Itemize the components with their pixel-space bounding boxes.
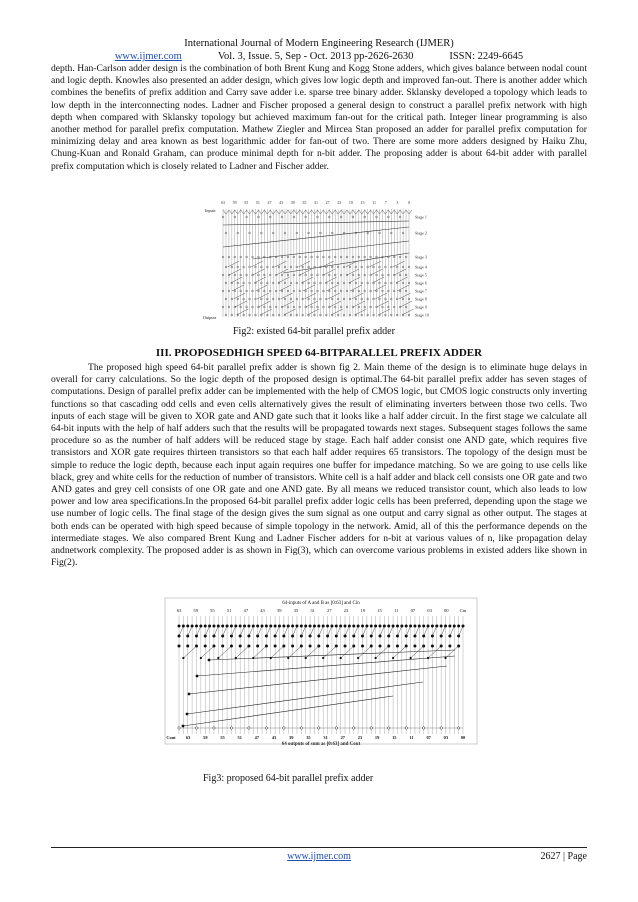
fig3-white-cell	[265, 727, 267, 729]
fig3-top-number: 27	[327, 608, 332, 613]
fig3-black-cell	[335, 635, 338, 638]
fig3-black-cell	[413, 645, 416, 648]
fig3-link	[284, 626, 288, 636]
fig2-stage-label: Stage 2	[415, 230, 427, 236]
fig3-black-cell	[274, 625, 277, 628]
fig3-black-cell	[330, 625, 333, 628]
fig3-link	[301, 626, 305, 636]
fig3-black-cell	[247, 635, 250, 638]
fig3-carry-line	[189, 666, 447, 694]
fig3-top-number: 59	[193, 608, 199, 613]
fig3-black-cell	[204, 645, 207, 648]
fig3-top-number: 43	[260, 608, 265, 613]
fig3-link	[319, 626, 323, 636]
fig3-white-cell	[213, 727, 215, 729]
fig3-prefix-line	[218, 646, 231, 658]
fig3-black-cell	[287, 625, 290, 628]
fig3-link	[188, 626, 192, 636]
fig2-top-number: 47	[267, 200, 272, 205]
fig3-black-cell	[317, 635, 320, 638]
fig2-top-number: 55	[244, 200, 249, 205]
fig3-black-cell	[339, 625, 342, 628]
fig3-black-cell	[309, 645, 312, 648]
fig3-grey-cell	[357, 657, 359, 659]
fig3-black-cell	[300, 625, 303, 628]
fig3-black-cell	[178, 625, 181, 628]
fig3-white-cell	[300, 727, 302, 729]
fig2-top-number: 7	[384, 200, 387, 205]
fig2-top-number: 23	[337, 200, 342, 205]
fig3-prefix-line	[271, 646, 284, 658]
fig3-link	[441, 626, 445, 636]
fig3-black-cell	[256, 635, 259, 638]
fig3-grey-cell	[287, 657, 289, 659]
fig3-link	[293, 626, 297, 636]
fig3-bottom-number: 59	[203, 735, 208, 740]
fig3-link	[424, 626, 428, 636]
header-meta	[0, 51, 638, 63]
fig3-black-cell	[326, 635, 329, 638]
fig3-black-cell	[186, 713, 189, 716]
fig3-white-cell	[230, 727, 232, 729]
fig2-top-number: 27	[325, 200, 330, 205]
fig3-black-cell	[199, 625, 202, 628]
fig3-black-cell	[326, 625, 329, 628]
fig3-prefix-line	[253, 646, 266, 658]
fig2-top-number: 31	[314, 200, 318, 205]
fig3-link	[223, 626, 227, 636]
fig3-black-cell	[309, 625, 312, 628]
fig3-grey-cell	[427, 657, 429, 659]
fig3-black-cell	[182, 625, 185, 628]
fig3-black-cell	[378, 645, 381, 648]
section-title: III. PROPOSEDHIGH SPEED 64-BITPARALLEL PREFIX ADDER	[155, 347, 483, 359]
fig3-grey-cell	[200, 657, 202, 659]
fig3-white-cell	[440, 727, 442, 729]
fig2-top-number: 63	[221, 200, 225, 205]
fig2-top-number: 59	[232, 200, 237, 205]
fig3-white-cell	[370, 727, 372, 729]
fig3-black-cell	[195, 625, 198, 628]
fig2-diagram	[201, 197, 439, 325]
fig3-bottom-number: 31	[323, 735, 328, 740]
fig3-black-cell	[370, 625, 373, 628]
fig3-prefix-line	[341, 646, 354, 658]
fig3-black-cell	[313, 625, 316, 628]
fig3-black-cell	[239, 645, 242, 648]
fig3-grey-cell	[252, 657, 254, 659]
fig2-stage-label: Stage 4	[415, 264, 427, 270]
fig3-link	[450, 626, 454, 636]
paragraph-proposed: The proposed high speed 64-bit parallel prefix adder is shown fig 2. Main theme of the design is to eliminate huge delays in overall for carry calculations. So the logic depth of the proposed design is optimal.The 64-bit parallel prefix adder has seven stages of computations. Design of parallel prefix adder can be implemented with the help of CMOS logic, but CMOS logic constructs only inverting functions so that cascading odd cells and even cells alternatively gives the result of eliminating inverters between those two cells. Two inputs of each stage will be given to XOR gate and AND gate such that it looks like a half adder circuit. In the first stage we calculate all 64-bit inputs with the help of half adders such that the results will be propagated towards next stages. Subsequent stages follows the same procedure so as the number of half adders will be reduced stage by stage. Each half adder consist one AND gate, which requires five transistors and XOR gate requires thirteen transistors so that each half adder requires 65 transistors. The topology of the design must be simple to reduce the logic depth, because each input again requires one buffer for impedance matching. So we are going to use cells like black, grey and white cells for the reduction of number of transistors. White cell is a half adder and black cell consists one OR gate and two AND gates and grey cell consists of one OR gate and one AND gate. By all means we reduced transistor count, which also leads to low power and low area specifications.In the proposed 64-bit parallel prefix adder logic cells has been preferred, depending upon the stage we use number of logic cells. The final stage of the design gives the sum signal as one output and carry signal as other output. The stages at both ends can be operated with high speed because of simple topology in the network. Amid, all of this the performance depends on the intermediate stages. We also compared Brent Kung and Ladner Fischer adders for n-bit at various values of n, like propagation delay andnetwork complexity. The proposed adder is as shown in Fig(3), which can overcome various problems in existed adders like shown in Fig(2).	[51, 362, 587, 569]
fig3-top-number: 15	[377, 608, 382, 613]
fig3-black-cell	[396, 625, 399, 628]
fig2-carry-line	[223, 221, 409, 225]
fig3-prefix-line	[201, 646, 214, 658]
fig3-black-cell	[413, 625, 416, 628]
fig3-black-cell	[361, 625, 364, 628]
fig2-outputs-label: Outputs	[203, 315, 217, 320]
fig3-black-cell	[274, 645, 277, 648]
fig3-link	[258, 626, 262, 636]
fig3-link	[196, 626, 200, 636]
fig3-top-number: 63	[176, 608, 182, 613]
fig3-link	[345, 626, 349, 636]
fig3-black-cell	[204, 625, 207, 628]
fig2-stage-label: Stage 3	[415, 254, 427, 260]
fig3-bottom-number: 55	[220, 735, 225, 740]
fig3-black-cell	[265, 625, 268, 628]
fig3-black-cell	[212, 635, 215, 638]
fig3-white-cell	[457, 727, 459, 729]
fig3-black-cell	[196, 675, 199, 678]
fig3-black-cell	[344, 645, 347, 648]
fig3-prefix-line	[306, 646, 319, 658]
fig3-black-cell	[239, 635, 242, 638]
fig2-stage-label: Stage 8	[415, 296, 427, 302]
fig3-bottom-number: 51	[237, 735, 242, 740]
fig3-white-cell	[248, 727, 250, 729]
fig3-bottom-number: 00	[460, 735, 466, 740]
fig3-bottom-number: 43	[271, 735, 277, 740]
fig3-black-cell	[247, 625, 250, 628]
fig2-stage-label: Stage 1	[415, 214, 427, 220]
fig3-grey-cell	[375, 657, 377, 659]
fig3-black-cell	[221, 645, 224, 648]
fig3-black-cell	[256, 645, 259, 648]
fig3-bottom-number: 15	[392, 735, 397, 740]
fig2-top-number: 35	[302, 200, 307, 205]
fig3-black-cell	[322, 625, 325, 628]
fig3-black-cell	[378, 625, 381, 628]
fig3-prefix-line	[428, 646, 441, 658]
fig3-link	[459, 626, 463, 636]
fig3-prefix-line	[376, 646, 389, 658]
fig2-stage-label: Stage 10	[415, 312, 429, 318]
fig2-top-number: 11	[372, 200, 377, 205]
header-url-link[interactable]: www.ijmer.com	[114, 51, 182, 62]
fig3-top-number: 35	[293, 608, 299, 613]
footer-rule	[51, 847, 587, 848]
fig2-inputs-label: Inputs	[205, 208, 216, 213]
fig3-black-cell	[239, 625, 242, 628]
fig3-white-cell	[318, 727, 320, 729]
fig3-white-cell	[283, 727, 285, 729]
fig3-grey-cell	[444, 657, 446, 659]
fig3-white-cell	[405, 727, 407, 729]
fig3-black-cell	[291, 645, 294, 648]
fig3-link	[205, 626, 209, 636]
fig3-prefix-line	[358, 646, 371, 658]
fig3-bottom-number: Cout	[166, 735, 176, 740]
fig2-stage-label: Stage 9	[415, 304, 427, 310]
paragraph-intro: depth. Han-Carlson adder design is the combination of both Brent Kung and Kogg Stone adders, which gives balance between nodal count and logic depth. Knowles also presented an adder design, which gives low logic depth and improved fan-out. There is another adder which combines the benefits of prefix addition and Carry save adder i.e. sparse tree binary adder. Sklansky developed a topology which leads to low depth in the interconnecting nodes. Ladner and Fischer proposed a general design to construct a parallel prefix network with high depth when compared with Sklansky topology but achieved maximum fan-out for the critical path. Integer linear programming is also another method for parallel prefix computation. Mathew Ziegler and Mircea Stan proposed an adder for parallel prefix computation for minimizing delay and area known as best logarithmic adder for fan-out of two. There are some more adders designed by Haiku Zhu, Chung-Kuan and Ronald Graham, can produce minimal depth for n-bit adder. The proposing adder is about 64-bit adder with parallel prefix computation which is closely related to Ladner and Fischer adder.	[51, 63, 587, 172]
fig3-link	[406, 626, 410, 636]
fig3-bottom-number: 11	[409, 735, 414, 740]
fig3-black-cell	[387, 625, 390, 628]
fig3-black-cell	[186, 625, 189, 628]
fig3-black-cell	[344, 625, 347, 628]
fig3-link	[275, 626, 279, 636]
fig3-black-cell	[309, 635, 312, 638]
fig3-grey-cell	[322, 657, 324, 659]
fig3-bottom-number: 63	[185, 735, 191, 740]
fig2-stage-label: Stage 6	[415, 280, 427, 286]
fig3-link	[214, 626, 218, 636]
fig3-bottom-number: 23	[357, 735, 363, 740]
fig3-white-cell	[388, 727, 390, 729]
fig3-black-cell	[326, 645, 329, 648]
fig3-link	[363, 626, 367, 636]
fig2-top-number: 3	[396, 200, 399, 205]
fig3-black-cell	[188, 693, 191, 696]
fig3-bottom-number: 39	[289, 735, 294, 740]
footer-url-link[interactable]: www.ijmer.com	[287, 851, 351, 862]
fig3-link	[371, 626, 375, 636]
fig3-link	[336, 626, 340, 636]
fig3-bottom-number: 19	[374, 735, 380, 740]
fig3-black-cell	[448, 625, 451, 628]
fig3-top-number: 11	[393, 608, 399, 613]
fig3-link	[328, 626, 332, 636]
fig2-stage-label: Stage 5	[415, 272, 427, 278]
fig3-top-number: Cin	[459, 608, 467, 613]
fig3-bottom-number: 07	[426, 735, 431, 740]
fig3-prefix-line	[183, 646, 196, 658]
fig3-grey-cell	[392, 657, 394, 659]
fig2-carry-line	[283, 253, 409, 273]
fig3-diagram	[163, 596, 479, 746]
fig3-black-cell	[431, 645, 434, 648]
fig3-top-number: 23	[343, 608, 349, 613]
fig3-link	[380, 626, 384, 636]
fig3-link	[389, 626, 393, 636]
fig3-black-cell	[304, 625, 307, 628]
fig3-black-cell	[431, 625, 434, 628]
fig3-black-cell	[282, 625, 285, 628]
fig3-top-number: 00	[443, 608, 449, 613]
fig3-grey-cell	[270, 657, 272, 659]
fig3-grey-cell	[409, 657, 411, 659]
fig3-grey-cell	[182, 657, 184, 659]
header-issn: ISSN: 2249-6645	[449, 51, 524, 62]
fig2-caption: Fig2: existed 64-bit parallel prefix adder	[233, 326, 395, 337]
fig3-carry-line	[187, 682, 423, 714]
fig3-grey-cell	[340, 657, 342, 659]
fig3-link	[310, 626, 314, 636]
fig3-top-number: 47	[243, 608, 249, 613]
fig3-link	[249, 626, 253, 636]
fig3-top-number: 55	[210, 608, 215, 613]
fig3-black-cell	[335, 625, 338, 628]
fig3-bottom-number: 27	[340, 735, 345, 740]
fig3-bottom-number: 35	[306, 735, 311, 740]
fig2-top-number: 15	[360, 200, 365, 205]
fig3-link	[415, 626, 419, 636]
fig3-link	[266, 626, 270, 636]
fig3-bottom-title: 64 outputs of sum as [0:63] and Cout	[281, 742, 361, 746]
fig3-link	[231, 626, 235, 636]
fig3-black-cell	[182, 725, 185, 728]
fig3-caption: Fig3: proposed 64-bit parallel prefix adder	[203, 773, 374, 784]
fig2-top-number: 39	[290, 200, 295, 205]
fig3-link	[397, 626, 401, 636]
fig3-bottom-number: 47	[254, 735, 260, 740]
fig3-prefix-line	[323, 646, 336, 658]
fig3-black-cell	[422, 625, 425, 628]
fig2-top-number: 0	[408, 200, 410, 205]
fig3-white-cell	[335, 727, 337, 729]
fig3-white-cell	[178, 727, 180, 729]
fig2-stage-label: Stage 7	[415, 288, 427, 294]
fig3-top-title: 64-inputs of A and B as [0:63] and Cin	[282, 601, 360, 606]
fig3-white-cell	[195, 727, 197, 729]
fig3-black-cell	[405, 625, 408, 628]
fig3-black-cell	[212, 625, 215, 628]
fig3-black-cell	[396, 645, 399, 648]
fig3-link	[179, 626, 183, 636]
fig3-grey-cell	[235, 657, 237, 659]
fig3-prefix-line	[236, 646, 249, 658]
fig3-white-cell	[353, 727, 355, 729]
fig3-top-number: 03	[427, 608, 432, 613]
journal-title: International Journal of Modern Engineering Research (IJMER)	[184, 38, 454, 49]
fig2-top-number: 19	[348, 200, 353, 205]
fig3-black-cell	[361, 645, 364, 648]
fig3-top-number: 19	[360, 608, 366, 613]
fig2-top-number: 43	[279, 200, 284, 205]
fig3-black-cell	[317, 625, 320, 628]
fig3-black-cell	[352, 625, 355, 628]
header-volume: Vol. 3, Issue. 5, Sep - Oct. 2013 pp-2626-2630	[217, 51, 414, 62]
fig3-top-number: 51	[226, 608, 232, 613]
fig3-top-number: 39	[276, 608, 282, 613]
fig3-top-number: 07	[410, 608, 416, 613]
fig3-black-cell	[448, 645, 451, 648]
fig3-black-cell	[291, 625, 294, 628]
fig3-black-cell	[191, 625, 194, 628]
fig3-black-cell	[230, 625, 233, 628]
fig3-link	[354, 626, 358, 636]
fig3-black-cell	[221, 625, 224, 628]
fig3-black-cell	[178, 645, 181, 648]
fig3-grey-cell	[217, 657, 219, 659]
fig3-black-cell	[300, 635, 303, 638]
fig3-top-number: 31	[310, 608, 315, 613]
fig3-link	[432, 626, 436, 636]
fig3-black-cell	[457, 625, 460, 628]
footer-page-number: 2627 | Page	[540, 851, 587, 862]
fig3-black-cell	[186, 645, 189, 648]
fig2-top-number: 51	[255, 200, 260, 205]
fig3-grey-cell	[305, 657, 307, 659]
fig3-link	[240, 626, 244, 636]
fig3-white-cell	[422, 727, 424, 729]
fig3-black-cell	[208, 659, 211, 662]
fig3-black-cell	[440, 625, 443, 628]
fig3-bottom-number: 03	[443, 735, 449, 740]
fig3-black-cell	[256, 625, 259, 628]
